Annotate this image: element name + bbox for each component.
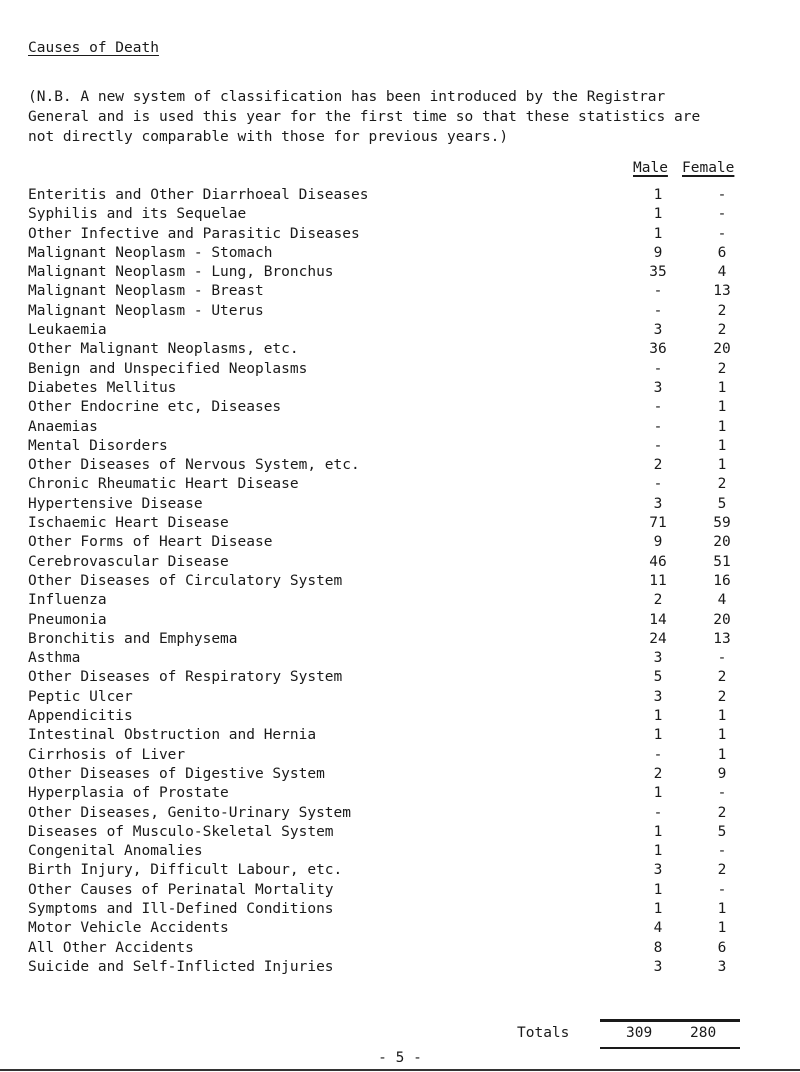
table-row: [28, 881, 768, 900]
totals-male: 309: [626, 1025, 653, 1041]
cause-label: Other Diseases of Digestive System: [28, 765, 325, 782]
table-row: [28, 861, 768, 880]
table-row: [28, 630, 768, 649]
male-count: 1: [653, 727, 663, 744]
cause-label: Hyperplasia of Prostate: [28, 785, 229, 802]
page-title: Causes of Death: [28, 40, 159, 56]
male-count: 3: [653, 495, 663, 512]
female-count: -: [717, 206, 727, 223]
cause-label: Birth Injury, Difficult Labour, etc.: [28, 862, 343, 879]
cause-label: Diseases of Musculo-Skeletal System: [28, 823, 334, 840]
female-count: 1: [717, 437, 727, 454]
causes-table: [28, 186, 768, 977]
male-count: 11: [649, 572, 667, 589]
female-count: 1: [717, 727, 727, 744]
male-count: 1: [653, 785, 663, 802]
female-count: 16: [713, 572, 731, 589]
totals-bottom-rule: [600, 1047, 740, 1049]
cause-label: Peptic Ulcer: [28, 688, 133, 705]
table-row: [28, 418, 768, 437]
male-count: 2: [653, 457, 663, 474]
table-row: [28, 688, 768, 707]
cause-label: Intestinal Obstruction and Hernia: [28, 727, 317, 744]
female-count: -: [717, 843, 727, 860]
cause-label: Diabetes Mellitus: [28, 379, 177, 396]
female-count: 1: [717, 746, 727, 763]
table-row: [28, 553, 768, 572]
cause-label: Asthma: [28, 650, 81, 667]
cause-label: Other Malignant Neoplasms, etc.: [28, 341, 299, 358]
female-count: 1: [717, 379, 727, 396]
female-count: 9: [717, 765, 727, 782]
male-count: 36: [649, 341, 667, 358]
female-count: 1: [717, 900, 727, 917]
cause-label: Suicide and Self-Inflicted Injuries: [28, 958, 334, 975]
cause-label: Other Diseases of Nervous System, etc.: [28, 457, 360, 474]
table-row: [28, 765, 768, 784]
female-count: 4: [717, 592, 727, 609]
cause-label: Hypertensive Disease: [28, 495, 203, 512]
cause-label: Mental Disorders: [28, 437, 168, 454]
male-count: 2: [653, 765, 663, 782]
cause-label: Malignant Neoplasm - Uterus: [28, 302, 264, 319]
cause-label: Other Causes of Perinatal Mortality: [28, 881, 334, 898]
cause-label: Malignant Neoplasm - Stomach: [28, 244, 273, 261]
table-row: [28, 958, 768, 977]
female-count: 6: [717, 939, 727, 956]
table-row: [28, 746, 768, 765]
table-row: [28, 804, 768, 823]
male-count: 1: [653, 823, 663, 840]
table-row: [28, 842, 768, 861]
male-count: -: [653, 283, 663, 300]
cause-label: Bronchitis and Emphysema: [28, 630, 238, 647]
table-row: [28, 900, 768, 919]
male-count: 2: [653, 592, 663, 609]
cause-label: Symptoms and Ill-Defined Conditions: [28, 900, 334, 917]
male-count: -: [653, 302, 663, 319]
female-count: 2: [717, 804, 727, 821]
cause-label: Ischaemic Heart Disease: [28, 515, 229, 532]
cause-label: All Other Accidents: [28, 939, 194, 956]
male-count: 3: [653, 958, 663, 975]
cause-label: Pneumonia: [28, 611, 107, 628]
table-row: [28, 668, 768, 687]
table-row: [28, 225, 768, 244]
cause-label: Other Endocrine etc, Diseases: [28, 399, 282, 416]
female-count: 4: [717, 264, 727, 281]
table-row: [28, 456, 768, 475]
cause-label: Anaemias: [28, 418, 98, 435]
female-count: 1: [717, 920, 727, 937]
table-row: [28, 514, 768, 533]
table-row: [28, 321, 768, 340]
male-count: 3: [653, 322, 663, 339]
table-row: [28, 726, 768, 745]
table-row: [28, 263, 768, 282]
male-count: 1: [653, 225, 663, 242]
cause-label: Influenza: [28, 592, 107, 609]
table-row: [28, 939, 768, 958]
male-count: 9: [653, 244, 663, 261]
cause-label: Motor Vehicle Accidents: [28, 920, 229, 937]
male-count: 71: [649, 515, 667, 532]
female-count: 2: [717, 669, 727, 686]
totals-label: Totals: [517, 1025, 570, 1041]
table-row: [28, 919, 768, 938]
male-count: 1: [653, 843, 663, 860]
male-count: 3: [653, 650, 663, 667]
table-row: [28, 302, 768, 321]
female-count: 5: [717, 495, 727, 512]
female-count: 20: [713, 611, 731, 628]
cause-label: Cerebrovascular Disease: [28, 553, 229, 570]
table-row: [28, 495, 768, 514]
table-row: [28, 379, 768, 398]
male-count: 5: [653, 669, 663, 686]
female-count: -: [717, 881, 727, 898]
cause-label: Appendicitis: [28, 708, 133, 725]
female-count: -: [717, 650, 727, 667]
cause-label: Other Forms of Heart Disease: [28, 534, 273, 551]
male-count: 3: [653, 688, 663, 705]
cause-label: Cirrhosis of Liver: [28, 746, 186, 763]
cause-label: Leukaemia: [28, 322, 107, 339]
female-count: 2: [717, 688, 727, 705]
table-row: [28, 611, 768, 630]
table-row: [28, 533, 768, 552]
female-count: 2: [717, 360, 727, 377]
cause-label: Other Diseases of Respiratory System: [28, 669, 343, 686]
cause-label: Benign and Unspecified Neoplasms: [28, 360, 308, 377]
female-count: 2: [717, 476, 727, 493]
cause-label: Syphilis and its Sequelae: [28, 206, 247, 223]
table-row: [28, 282, 768, 301]
male-column-header: Male: [633, 160, 668, 176]
female-count: 13: [713, 630, 731, 647]
table-row: [28, 340, 768, 359]
male-count: 35: [649, 264, 667, 281]
table-row: [28, 186, 768, 205]
page-number: - 5 -: [378, 1050, 422, 1066]
cause-label: Other Diseases, Genito-Urinary System: [28, 804, 352, 821]
male-count: -: [653, 437, 663, 454]
male-count: -: [653, 360, 663, 377]
female-count: 1: [717, 708, 727, 725]
female-count: 5: [717, 823, 727, 840]
table-row: [28, 591, 768, 610]
totals-female: 280: [690, 1025, 717, 1041]
table-row: [28, 784, 768, 803]
table-row: [28, 707, 768, 726]
male-count: 3: [653, 862, 663, 879]
table-row: [28, 205, 768, 224]
female-count: 2: [717, 302, 727, 319]
female-count: -: [717, 225, 727, 242]
male-count: 1: [653, 900, 663, 917]
female-count: -: [717, 785, 727, 802]
table-row: [28, 649, 768, 668]
female-count: 20: [713, 341, 731, 358]
totals-top-rule: [600, 1019, 740, 1022]
male-count: 1: [653, 187, 663, 203]
cause-label: Chronic Rheumatic Heart Disease: [28, 476, 299, 493]
female-count: 13: [713, 283, 731, 300]
cause-label: Congenital Anomalies: [28, 843, 203, 860]
table-row: [28, 475, 768, 494]
male-count: 9: [653, 534, 663, 551]
female-count: 1: [717, 399, 727, 416]
female-count: 20: [713, 534, 731, 551]
table-row: [28, 398, 768, 417]
cause-label: Malignant Neoplasm - Breast: [28, 283, 264, 300]
female-count: 1: [717, 418, 727, 435]
male-count: -: [653, 804, 663, 821]
female-count: 59: [713, 515, 731, 532]
female-count: 2: [717, 322, 727, 339]
cause-label: Enteritis and Other Diarrhoeal Diseases: [28, 187, 369, 203]
female-count: 3: [717, 958, 727, 975]
cause-label: Other Infective and Parasitic Diseases: [28, 225, 360, 242]
male-count: 3: [653, 379, 663, 396]
cause-label: Malignant Neoplasm - Lung, Bronchus: [28, 264, 334, 281]
male-count: 24: [649, 630, 667, 647]
male-count: -: [653, 418, 663, 435]
table-row: [28, 244, 768, 263]
classification-note: (N.B. A new system of classification has been introduced by the Registrar General and is used this year for the first time so that these statistics are not directly comparable with those for previous years.): [28, 89, 701, 145]
male-count: 4: [653, 920, 663, 937]
female-count: -: [717, 187, 727, 203]
male-count: -: [653, 476, 663, 493]
page-bottom-rule: [0, 1069, 800, 1071]
male-count: 1: [653, 881, 663, 898]
table-row: [28, 572, 768, 591]
male-count: 14: [649, 611, 667, 628]
female-count: 51: [713, 553, 731, 570]
table-row: [28, 437, 768, 456]
female-count: 1: [717, 457, 727, 474]
male-count: 8: [653, 939, 663, 956]
male-count: 1: [653, 708, 663, 725]
male-count: 46: [649, 553, 667, 570]
female-column-header: Female: [682, 160, 735, 176]
male-count: -: [653, 746, 663, 763]
male-count: -: [653, 399, 663, 416]
male-count: 1: [653, 206, 663, 223]
table-row: [28, 360, 768, 379]
female-count: 2: [717, 862, 727, 879]
table-row: [28, 823, 768, 842]
cause-label: Other Diseases of Circulatory System: [28, 572, 343, 589]
female-count: 6: [717, 244, 727, 261]
